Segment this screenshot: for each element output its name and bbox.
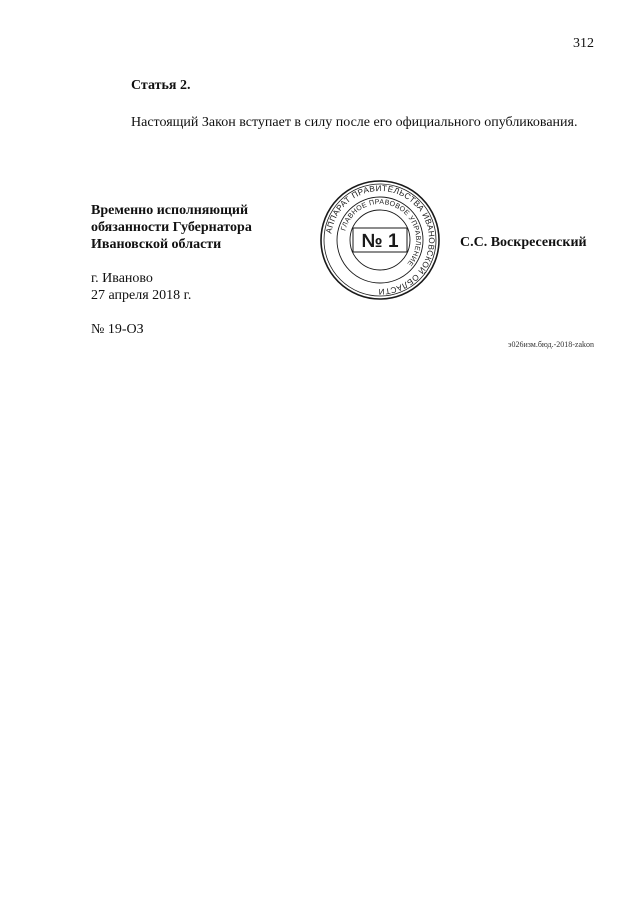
seal-center-number: № 1 xyxy=(361,231,399,252)
signer-title-line: Ивановской области xyxy=(91,237,222,252)
seal-inner-text: ГЛАВНОЕ ПРАВОВОЕ УПРАВЛЕНИЕ xyxy=(340,198,422,268)
seal-outer-text: АППАРАТ ПРАВИТЕЛЬСТВА ИВАНОВСКОЙ ОБЛАСТИ xyxy=(324,183,437,297)
signer-title-line: Временно исполняющий xyxy=(91,203,249,218)
issue-place: г. Иваново xyxy=(91,271,153,286)
article-title: Статья 2. xyxy=(131,78,191,93)
law-number: № 19-ОЗ xyxy=(91,322,144,337)
official-seal-stamp xyxy=(318,178,442,302)
page-number: 312 xyxy=(573,36,594,51)
signer-name: С.С. Воскресенский xyxy=(460,235,587,250)
issue-place-date xyxy=(91,270,191,304)
file-tag: э026изм.бюд.-2018-zakon xyxy=(508,340,594,349)
signer-title-line: обязанности Губернатора xyxy=(91,220,252,235)
article-body-text: Настоящий Закон вступает в силу после его официального опубликования. xyxy=(131,115,578,130)
signer-position-title xyxy=(91,202,252,253)
issue-date: 27 апреля 2018 г. xyxy=(91,288,192,303)
